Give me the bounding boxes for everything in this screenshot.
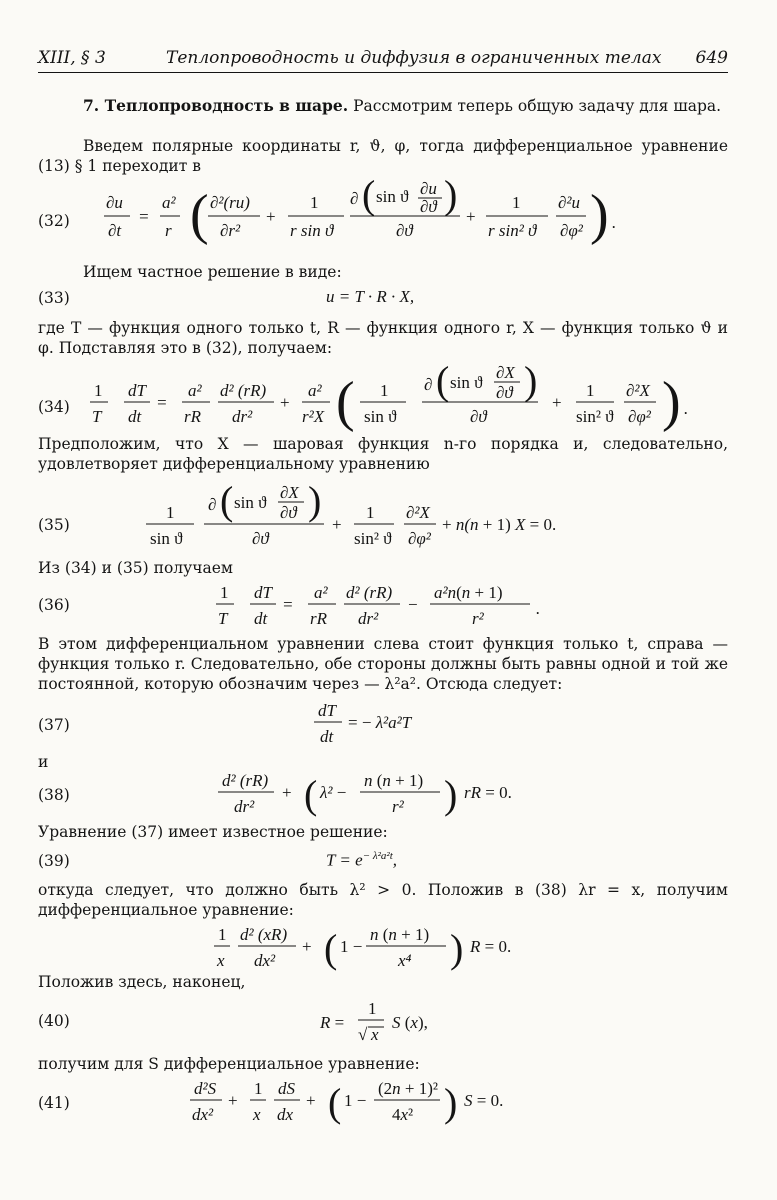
svg-text:1: 1 bbox=[512, 193, 521, 212]
svg-text:∂u: ∂u bbox=[106, 193, 123, 212]
svg-text:1: 1 bbox=[254, 1079, 263, 1098]
svg-text:(: ( bbox=[304, 772, 318, 817]
svg-text:sin ϑ: sin ϑ bbox=[150, 529, 183, 548]
eq-number-33: (33) bbox=[38, 289, 70, 307]
svg-text:T: T bbox=[218, 609, 228, 628]
svg-text:∂φ²: ∂φ² bbox=[408, 529, 431, 548]
svg-text:∂ϑ: ∂ϑ bbox=[252, 529, 269, 548]
paragraph-4: где T — функция одного только t, R — функция одного r, X — функция только ϑ и φ. Подставляя это в (32), получаем: bbox=[38, 319, 728, 357]
equation-37 bbox=[312, 696, 472, 757]
svg-text:+ n(n + 1) X = 0.: + n(n + 1) X = 0. bbox=[442, 515, 557, 534]
svg-text:): ) bbox=[444, 1080, 458, 1125]
svg-text:dx²: dx² bbox=[192, 1105, 214, 1124]
svg-text:R =: R = bbox=[320, 1013, 345, 1032]
svg-text:r sin ϑ: r sin ϑ bbox=[290, 221, 334, 240]
svg-text:1: 1 bbox=[366, 503, 375, 522]
svg-text:): ) bbox=[524, 358, 538, 403]
svg-text:+: + bbox=[302, 937, 312, 956]
svg-text:∂φ²: ∂φ² bbox=[628, 407, 651, 426]
paragraph-9: откуда следует, что должно быть λ² > 0. Положив в (38) λr = x, получим дифференциальное уравнение: bbox=[38, 881, 728, 919]
svg-text:): ) bbox=[662, 371, 681, 433]
svg-text:= − λ²a²T: = − λ²a²T bbox=[348, 713, 412, 732]
eq39-base: T = e bbox=[326, 850, 363, 870]
svg-text:S = 0.: S = 0. bbox=[464, 1091, 504, 1110]
svg-text:∂: ∂ bbox=[350, 189, 359, 208]
eq-number-41: (41) bbox=[38, 1094, 70, 1112]
eq-number-36: (36) bbox=[38, 596, 70, 614]
svg-text:S (x),: S (x), bbox=[392, 1013, 428, 1032]
svg-text:sin ϑ: sin ϑ bbox=[234, 493, 267, 512]
running-title: Теплопроводность и диффузия в ограниченных телах bbox=[166, 48, 662, 68]
svg-text:+: + bbox=[306, 1091, 316, 1110]
svg-text:): ) bbox=[450, 926, 464, 971]
svg-text:+: + bbox=[466, 207, 476, 226]
svg-text:1: 1 bbox=[368, 999, 377, 1018]
eq-number-34: (34) bbox=[38, 398, 70, 416]
svg-text:λ² −: λ² − bbox=[320, 783, 347, 802]
paragraph-3: Ищем частное решение в виде: bbox=[83, 263, 342, 281]
svg-text:(2n + 1)²: (2n + 1)² bbox=[378, 1079, 439, 1098]
eq-number-39: (39) bbox=[38, 852, 70, 870]
svg-text:dr²: dr² bbox=[358, 609, 379, 628]
paragraph-10: Положив здесь, наконец, bbox=[38, 973, 246, 991]
svg-text:r²: r² bbox=[472, 609, 484, 628]
svg-text:∂r²: ∂r² bbox=[220, 221, 241, 240]
equation-36 bbox=[212, 574, 572, 643]
svg-text:(: ( bbox=[324, 926, 338, 971]
svg-text:1 −: 1 − bbox=[344, 1091, 367, 1110]
svg-text:(: ( bbox=[328, 1080, 342, 1125]
paragraph-5: Предположим, что X — шаровая функция n-го порядка и, следовательно, удовлетворяет дифференциальному уравнению bbox=[38, 435, 728, 473]
svg-text:+: + bbox=[552, 393, 562, 412]
svg-text:a²n(n + 1): a²n(n + 1) bbox=[434, 583, 503, 602]
svg-text:): ) bbox=[444, 772, 458, 817]
svg-text:): ) bbox=[308, 478, 322, 523]
svg-text:x: x bbox=[253, 1105, 261, 1124]
svg-text:sin² ϑ: sin² ϑ bbox=[354, 529, 392, 548]
svg-text:dr²: dr² bbox=[232, 407, 253, 426]
section-heading: 7. Теплопроводность в шаре. bbox=[83, 96, 349, 115]
header-rule bbox=[38, 72, 728, 73]
svg-text:): ) bbox=[444, 172, 458, 217]
svg-text:d² (rR): d² (rR) bbox=[222, 771, 269, 790]
svg-text:d² (rR): d² (rR) bbox=[346, 583, 393, 602]
svg-text:.: . bbox=[684, 399, 689, 418]
svg-text:dx: dx bbox=[277, 1105, 294, 1124]
svg-text:(: ( bbox=[220, 478, 234, 523]
svg-text:1 −: 1 − bbox=[340, 937, 363, 956]
svg-text:∂X: ∂X bbox=[280, 483, 299, 502]
svg-text:+: + bbox=[332, 515, 342, 534]
svg-text:∂t: ∂t bbox=[108, 221, 122, 240]
svg-text:−: − bbox=[408, 595, 418, 614]
svg-text:r: r bbox=[165, 221, 172, 240]
svg-text:∂: ∂ bbox=[208, 495, 217, 514]
svg-text:dT: dT bbox=[318, 701, 336, 720]
svg-text:x: x bbox=[371, 1025, 379, 1044]
paragraph-1: Рассмотрим теперь общую задачу для шара. bbox=[353, 97, 722, 115]
svg-text:∂ϑ: ∂ϑ bbox=[420, 197, 437, 216]
svg-text:dt: dt bbox=[128, 407, 142, 426]
section-label: XIII, § 3 bbox=[38, 48, 106, 68]
svg-text:∂²(ru): ∂²(ru) bbox=[210, 193, 250, 212]
svg-text:x⁴: x⁴ bbox=[398, 951, 412, 970]
svg-text:1: 1 bbox=[586, 381, 595, 400]
svg-text:1: 1 bbox=[166, 503, 175, 522]
svg-text:∂ϑ: ∂ϑ bbox=[496, 383, 513, 402]
svg-text:∂²u: ∂²u bbox=[558, 193, 580, 212]
svg-text:1: 1 bbox=[220, 583, 229, 602]
svg-text:a²: a² bbox=[188, 381, 202, 400]
svg-text:r sin² ϑ: r sin² ϑ bbox=[488, 221, 537, 240]
svg-text:r²: r² bbox=[392, 797, 404, 816]
svg-text:+: + bbox=[228, 1091, 238, 1110]
paragraph-2: Введем полярные координаты r, ϑ, φ, тогда дифференциальное уравнение (13) § 1 переходит в bbox=[38, 137, 728, 175]
svg-text:(: ( bbox=[362, 172, 376, 217]
svg-text:n (n + 1): n (n + 1) bbox=[364, 771, 424, 790]
svg-text:1: 1 bbox=[380, 381, 389, 400]
svg-text:sin² ϑ: sin² ϑ bbox=[576, 407, 614, 426]
equation-38 bbox=[216, 764, 556, 829]
and-word: и bbox=[38, 753, 49, 771]
svg-text:1: 1 bbox=[94, 381, 103, 400]
eq-number-37: (37) bbox=[38, 716, 70, 734]
svg-text:∂: ∂ bbox=[424, 375, 433, 394]
svg-text:d²S: d²S bbox=[194, 1079, 217, 1098]
equation-34 bbox=[86, 358, 746, 443]
svg-text:∂ϑ: ∂ϑ bbox=[470, 407, 487, 426]
eq-number-32: (32) bbox=[38, 212, 70, 230]
equation-41 bbox=[188, 1074, 568, 1139]
svg-text:+: + bbox=[280, 393, 290, 412]
paragraph-6: Из (34) и (35) получаем bbox=[38, 559, 233, 577]
svg-text:=: = bbox=[156, 393, 168, 412]
svg-text:rR: rR bbox=[184, 407, 201, 426]
paragraph-7: В этом дифференциальном уравнении слева стоит функция только t, справа — функция только r. Следовательно, обе стороны должны быть равны одной и той же постоянной, которую обозначим через — λ²a². Отсюда следует: bbox=[38, 635, 728, 693]
svg-text:a²: a² bbox=[308, 381, 322, 400]
equation-40 bbox=[318, 994, 478, 1059]
svg-text:a²: a² bbox=[314, 583, 328, 602]
svg-text:=: = bbox=[282, 595, 294, 614]
page-number: 649 bbox=[695, 48, 728, 68]
equation-32 bbox=[100, 172, 660, 263]
svg-text:dT: dT bbox=[128, 381, 146, 400]
running-header bbox=[38, 48, 728, 72]
svg-text:a²: a² bbox=[162, 193, 176, 212]
svg-text:+: + bbox=[266, 207, 276, 226]
eq39-tail: , bbox=[392, 850, 398, 870]
paragraph-8: Уравнение (37) имеет известное решение: bbox=[38, 823, 388, 841]
svg-text:∂ϑ: ∂ϑ bbox=[396, 221, 413, 240]
svg-text:dT: dT bbox=[254, 583, 272, 602]
eq-number-35: (35) bbox=[38, 516, 70, 534]
svg-text:sin ϑ: sin ϑ bbox=[450, 373, 483, 392]
svg-text:∂ϑ: ∂ϑ bbox=[280, 503, 297, 522]
svg-text:dt: dt bbox=[254, 609, 268, 628]
eq39-exponent: − λ²a²t bbox=[362, 850, 393, 862]
svg-text:∂X: ∂X bbox=[496, 363, 515, 382]
svg-text:n (n + 1): n (n + 1) bbox=[370, 925, 430, 944]
svg-text:x: x bbox=[217, 951, 225, 970]
svg-text:d² (xR): d² (xR) bbox=[240, 925, 288, 944]
eq-number-38: (38) bbox=[38, 786, 70, 804]
svg-text:R = 0.: R = 0. bbox=[470, 937, 512, 956]
svg-text:.: . bbox=[612, 213, 617, 232]
svg-text:sin ϑ: sin ϑ bbox=[376, 187, 409, 206]
svg-text:4x²: 4x² bbox=[392, 1105, 414, 1124]
svg-text:dx²: dx² bbox=[254, 951, 276, 970]
svg-text:1: 1 bbox=[310, 193, 319, 212]
svg-text:): ) bbox=[590, 184, 609, 246]
equation-39 bbox=[326, 850, 397, 871]
svg-text:∂φ²: ∂φ² bbox=[560, 221, 583, 240]
eq-number-40: (40) bbox=[38, 1012, 70, 1030]
svg-text:rR: rR bbox=[310, 609, 327, 628]
svg-text:.: . bbox=[536, 599, 541, 618]
svg-text:r²X: r²X bbox=[302, 407, 325, 426]
svg-text:dt: dt bbox=[320, 727, 334, 746]
svg-text:1: 1 bbox=[218, 925, 227, 944]
svg-text:+: + bbox=[282, 783, 292, 802]
svg-text:∂²X: ∂²X bbox=[406, 503, 430, 522]
svg-text:dr²: dr² bbox=[234, 797, 255, 816]
paragraph-11: получим для S дифференциальное уравнение: bbox=[38, 1055, 420, 1073]
svg-text:d² (rR): d² (rR) bbox=[220, 381, 267, 400]
svg-text:dS: dS bbox=[278, 1079, 295, 1098]
paragraph-heading bbox=[38, 96, 728, 116]
svg-text:∂²X: ∂²X bbox=[626, 381, 650, 400]
svg-text:rR = 0.: rR = 0. bbox=[464, 783, 512, 802]
svg-text:(: ( bbox=[336, 371, 355, 433]
svg-text:(: ( bbox=[436, 358, 450, 403]
svg-text:T: T bbox=[92, 407, 102, 426]
equation-35 bbox=[144, 478, 634, 563]
equation-33: u = T · R · X, bbox=[326, 287, 415, 306]
svg-text:√: √ bbox=[358, 1025, 368, 1044]
svg-text:=: = bbox=[138, 207, 150, 226]
svg-text:(: ( bbox=[190, 184, 209, 246]
svg-text:sin ϑ: sin ϑ bbox=[364, 407, 397, 426]
svg-text:∂u: ∂u bbox=[420, 179, 437, 198]
